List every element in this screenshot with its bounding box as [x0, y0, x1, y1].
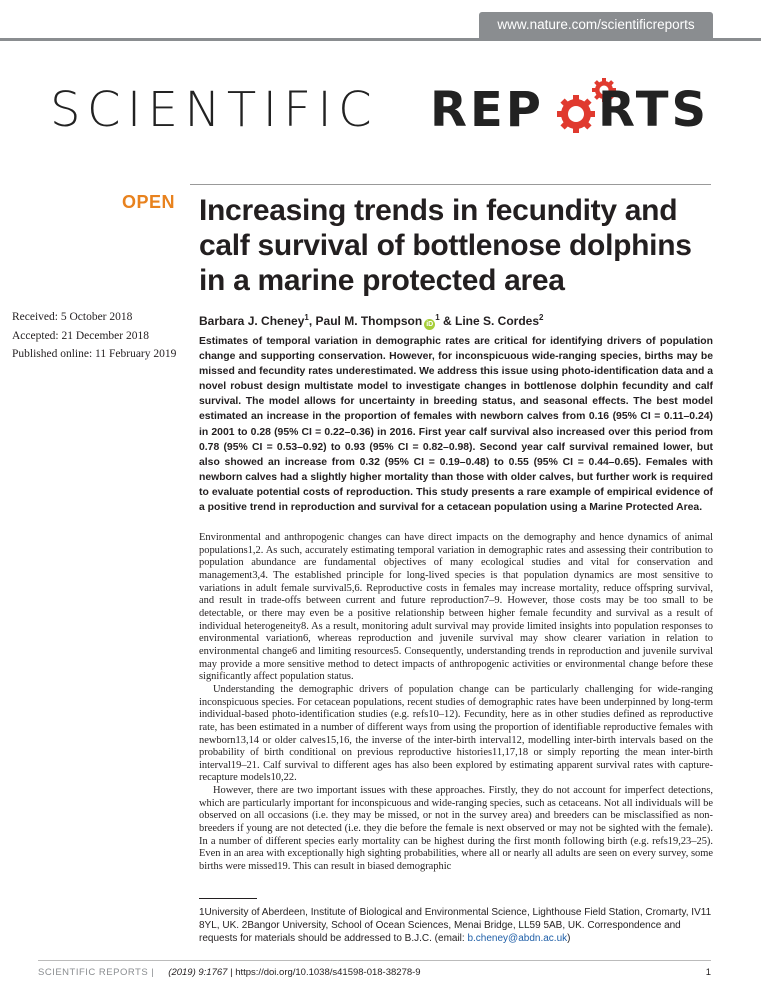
body-paragraph: However, there are two important issues with these approaches. Firstly, they do not account for imperfect detections, which are particularly important for inconspicuous and wide-ranging species, such as cetaceans. Not all individuals will be observed on all occasions (i.e. they may be missed, or not in the survey area) and breeders can be misclassified as non-breeders if young are not detected (i.e. they die before the female is next observed or may not be sighted with the female). In a number of different species early mortality can be highest during the first month following birth (e.g. refs19,23–25). Even in an area with exceptionally high sighting probabilities, where all or nearly all adults are seen on every survey, some births were missed19. This can result in biased demographic: [199, 785, 713, 873]
footer-journal-name: SCIENTIFIC REPORTS |: [38, 967, 155, 978]
masthead-word-rts: RTS: [598, 82, 710, 138]
body-paragraph: Environmental and anthropogenic changes can have direct impacts on the demography and hence dynamics of animal populations1,2. As such, accurately estimating temporal variation in demographic rates and assessing their contribution to population abundance are fundamental objectives of many ecological studies and vital for conservation and management3,4. The established principle for long-lived species is that population dynamics are most sensitive to variations in adult female survival5,6. Reproductive costs in females may increase mortality, reduce offspring survival, and result in trade-offs between current and future reproduction7–9. However, those costs may be too small to be detectable, or there may even be a positive relationship between higher female fecundity and survival as a result of individual heterogeneity8. As a result, monitoring adult survival may provide limited insights into population responses to environmental variation6, whereas reproduction and juvenile survival may show clearer variation in relation to environmental change6 and limiting resources5. Consequently, understanding trends in reproduction and juvenile survival may provide a more sensitive method to detect impacts of anthropogenic activities or environmental change before these significantly affect population status.: [199, 532, 713, 683]
open-access-label: OPEN: [122, 192, 176, 212]
author-name[interactable]: Paul M. Thompson: [315, 314, 423, 328]
article-body: [199, 532, 713, 874]
abstract: Estimates of temporal variation in demographic rates are critical for identifying drivers of population change and supporting conservation. However, for inconspicuous wide-ranging species, births may be missed and fecundity rates underestimated. We address this issue using photo-identification data and a novel robust design multistate model to investigate changes in bottlenose dolphin fecundity and calf survival. The model allows for uncertainty in breeding status, and seasonal effects. The best model estimated an increase in the proportion of females with newborn calves from 0.16 (95% CI = 0.11–0.24) in 2001 to 0.28 (95% CI = 0.22–0.36) in 2016. First year calf survival also increased over this period from 0.78 (95% CI = 0.53–0.92) to 0.93 (95% CI = 0.82–0.98). Second year calf survival remained lower, but also showed an increase from 0.32 (95% CI = 0.19–0.48) to 0.55 (95% CI = 0.44–0.65). Females with newborn calves had a slightly higher mortality than those with older calves, but further work is required to evaluate potential costs of reproduction. This study presents a rare example of empirical evidence of a positive trend in reproduction and survival for a cetacean population using a Marine Protected Area.: [199, 336, 713, 514]
footer-doi-link[interactable]: | https://doi.org/10.1038/s41598-018-38278-9: [227, 967, 421, 978]
author-separator: ,: [308, 314, 316, 328]
received-date: Received: 5 October 2018: [12, 311, 133, 323]
footnote-close: ): [567, 933, 571, 945]
body-paragraph: Understanding the demographic drivers of population change can be particularly challenging for wide-ranging inconspicuous species. For cetacean populations, recent studies of demographic rates have been underpinned by long-term individual-based photo-identification studies (e.g. refs10–12). Fecundity, here as in other studies defined as reproductive rate, has been estimated in a number of different ways from using the proportion of identifiable reproductive females with newborn13,14 or older calves15,16, the inverse of the inter-birth interval12, modelling inter-birth intervals based on the probability of birth conditional on previous reproductive histories11,17,18 or simply reporting the mean inter-birth interval19–21. Calf survival to different ages has also been explored by estimating apparent survival rates with capture-recapture models10,22.: [199, 683, 713, 784]
author-list: [199, 313, 719, 330]
page-footer: [38, 967, 711, 981]
journal-masthead: [50, 82, 712, 148]
publication-dates: [12, 308, 187, 364]
masthead-word-scientific: SCIENTIFIC: [50, 82, 379, 138]
accepted-date: Accepted: 21 December 2018: [12, 329, 149, 342]
journal-url-tab[interactable]: www.nature.com/scientificreports: [479, 12, 713, 38]
affiliations-footnote: [199, 906, 713, 946]
page-number: 1: [705, 967, 711, 978]
masthead-word-rep: REP: [430, 82, 544, 138]
author-separator: &: [439, 314, 455, 328]
author-name[interactable]: Line S. Cordes: [454, 314, 540, 328]
article-title: Increasing trends in fecundity and calf survival of bottlenose dolphins in a marine protected area: [199, 194, 692, 297]
correspondence-email-link[interactable]: b.cheney@abdn.ac.uk: [467, 933, 568, 945]
affiliation-marker: 1: [435, 313, 440, 322]
published-date: Published online: 11 February 2019: [12, 348, 177, 360]
footer-citation: (2019) 9:1767: [168, 967, 228, 978]
footnote-rule: [199, 898, 257, 899]
header-rule: [0, 38, 761, 41]
title-rule: [190, 184, 711, 185]
footer-rule: [38, 960, 711, 961]
affiliation-marker: 1: [304, 313, 309, 322]
affiliation-marker: 2: [539, 313, 544, 322]
author-name[interactable]: Barbara J. Cheney: [199, 314, 305, 328]
affiliations-text: 1University of Aberdeen, Institute of Biological and Environmental Science, Lighthouse Field Station, Cromarty, IV11 8YL, UK. 2Bangor University, School of Ocean Sciences, Menai Bridge, LL59 5AB, UK. Correspondence and requests for materials should be addressed to B.J.C. (email:: [199, 907, 712, 945]
orcid-icon[interactable]: iD: [426, 321, 434, 328]
